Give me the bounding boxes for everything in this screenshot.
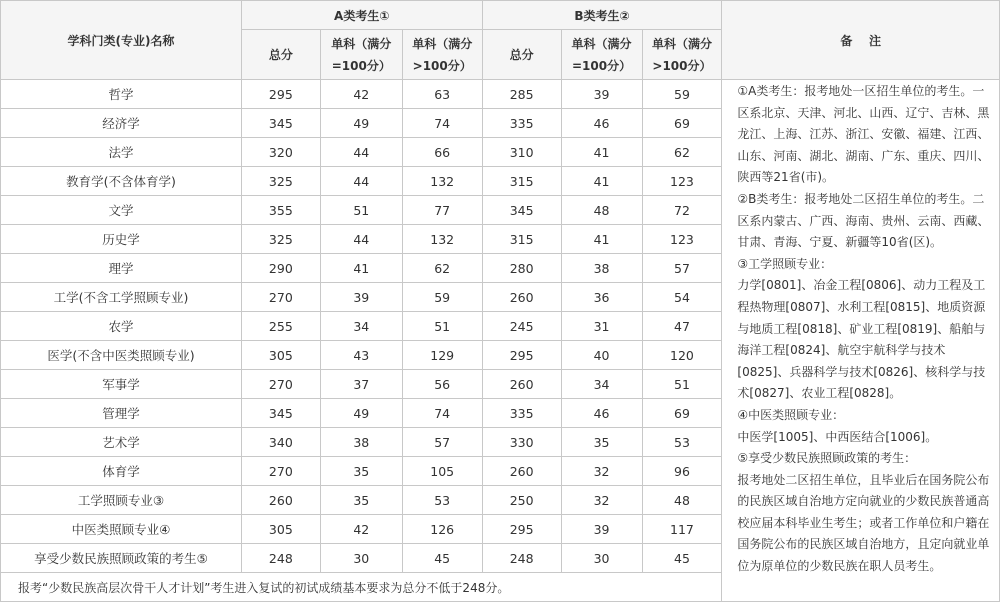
score-cell-b-sgt100: 45 xyxy=(642,544,722,573)
score-cell-b-s100: 39 xyxy=(561,80,642,109)
score-cell-b-sgt100: 48 xyxy=(642,486,722,515)
score-cell-a-total: 305 xyxy=(241,515,320,544)
score-cell-b-s100: 46 xyxy=(561,399,642,428)
score-cell-b-sgt100: 123 xyxy=(642,167,722,196)
note-paragraph: 中医学[1005]、中西医结合[1006]。 xyxy=(737,429,938,444)
table-row xyxy=(1,80,1000,109)
score-cell-a-sgt100: 56 xyxy=(402,370,482,399)
score-cell-a-sgt100: 105 xyxy=(402,457,482,486)
notes-column-header: 备 注 xyxy=(722,1,1000,80)
score-cell-a-sgt100: 63 xyxy=(402,80,482,109)
a-total-header: 总分 xyxy=(241,30,320,80)
a-single-gt100-header: 单科（满分 >100分） xyxy=(402,30,482,80)
score-cell-b-total: 260 xyxy=(482,370,561,399)
score-cell-a-s100: 30 xyxy=(320,544,402,573)
score-cell-b-s100: 38 xyxy=(561,254,642,283)
score-cell-a-total: 290 xyxy=(241,254,320,283)
score-cell-a-sgt100: 45 xyxy=(402,544,482,573)
score-cell-a-s100: 41 xyxy=(320,254,402,283)
score-cell-a-s100: 42 xyxy=(320,515,402,544)
score-cell-a-s100: 37 xyxy=(320,370,402,399)
score-cell-a-sgt100: 66 xyxy=(402,138,482,167)
subject-name-cell: 中医类照顾专业④ xyxy=(1,515,242,544)
score-cell-a-total: 260 xyxy=(241,486,320,515)
score-cell-a-sgt100: 129 xyxy=(402,341,482,370)
score-cell-b-total: 315 xyxy=(482,225,561,254)
score-cell-b-s100: 41 xyxy=(561,167,642,196)
score-cell-a-sgt100: 57 xyxy=(402,428,482,457)
b-total-header: 总分 xyxy=(482,30,561,80)
score-cell-b-total: 335 xyxy=(482,109,561,138)
note-paragraph: 报考地处二区招生单位，且毕业后在国务院公布的民族区域自治地方定向就业的少数民族普通高校应届本科毕业生考生；或者工作单位和户籍在国务院公布的民族区域自治地方，且定向就业单位为原单位的少数民族在职人员考生。 xyxy=(737,472,990,574)
score-cell-a-sgt100: 62 xyxy=(402,254,482,283)
score-cell-b-total: 345 xyxy=(482,196,561,225)
score-cell-b-total: 295 xyxy=(482,341,561,370)
score-cell-a-s100: 34 xyxy=(320,312,402,341)
score-cell-b-sgt100: 59 xyxy=(642,80,722,109)
score-cell-b-total: 260 xyxy=(482,283,561,312)
score-cell-a-sgt100: 132 xyxy=(402,167,482,196)
group-b-header: B类考生② xyxy=(482,1,722,30)
group-a-header: A类考生① xyxy=(241,1,482,30)
subject-name-cell: 教育学(不含体育学) xyxy=(1,167,242,196)
subject-name-cell: 体育学 xyxy=(1,457,242,486)
score-cell-b-sgt100: 117 xyxy=(642,515,722,544)
score-cell-b-sgt100: 72 xyxy=(642,196,722,225)
subject-name-cell: 军事学 xyxy=(1,370,242,399)
b-single-100-header: 单科（满分 =100分） xyxy=(561,30,642,80)
score-cell-b-s100: 35 xyxy=(561,428,642,457)
score-cell-a-total: 270 xyxy=(241,283,320,312)
score-cell-b-total: 250 xyxy=(482,486,561,515)
score-cell-a-total: 355 xyxy=(241,196,320,225)
score-cell-b-total: 315 xyxy=(482,167,561,196)
score-cell-a-sgt100: 53 xyxy=(402,486,482,515)
subject-name-cell: 理学 xyxy=(1,254,242,283)
score-cell-a-total: 325 xyxy=(241,167,320,196)
score-cell-b-s100: 41 xyxy=(561,138,642,167)
score-cell-a-sgt100: 59 xyxy=(402,283,482,312)
score-cell-a-sgt100: 132 xyxy=(402,225,482,254)
score-cell-a-s100: 44 xyxy=(320,138,402,167)
score-cell-a-sgt100: 51 xyxy=(402,312,482,341)
score-cell-a-sgt100: 77 xyxy=(402,196,482,225)
score-cell-b-total: 260 xyxy=(482,457,561,486)
score-cell-b-sgt100: 69 xyxy=(642,109,722,138)
score-cell-b-total: 245 xyxy=(482,312,561,341)
score-cell-b-s100: 39 xyxy=(561,515,642,544)
score-cell-b-s100: 41 xyxy=(561,225,642,254)
score-cell-a-s100: 35 xyxy=(320,457,402,486)
score-cell-b-total: 335 xyxy=(482,399,561,428)
score-cell-b-sgt100: 54 xyxy=(642,283,722,312)
score-cell-a-s100: 42 xyxy=(320,80,402,109)
note-paragraph: ④中医类照顾专业： xyxy=(737,407,845,422)
score-cell-a-total: 270 xyxy=(241,457,320,486)
note-paragraph: ①A类考生：报考地处一区招生单位的考生。一区系北京、天津、河北、山西、辽宁、吉林、黑龙江、上海、江苏、浙江、安徽、福建、江西、山东、河南、湖北、湖南、广东、重庆、四川、陕西等21省(市)。 xyxy=(737,84,990,185)
note-paragraph: ⑤享受少数民族照顾政策的考生： xyxy=(737,451,917,466)
score-cell-a-s100: 44 xyxy=(320,167,402,196)
subject-name-cell: 农学 xyxy=(1,312,242,341)
score-cell-b-sgt100: 57 xyxy=(642,254,722,283)
score-cell-b-s100: 32 xyxy=(561,486,642,515)
score-cell-a-total: 295 xyxy=(241,80,320,109)
note-paragraph: ②B类考生：报考地处二区招生单位的考生。二区系内蒙古、广西、海南、贵州、云南、西藏、甘肃、青海、宁夏、新疆等10省(区)。 xyxy=(737,191,990,250)
b-single-gt100-header: 单科（满分 >100分） xyxy=(642,30,722,80)
score-cell-b-sgt100: 123 xyxy=(642,225,722,254)
subject-name-cell: 管理学 xyxy=(1,399,242,428)
score-cell-b-s100: 30 xyxy=(561,544,642,573)
score-cell-b-total: 295 xyxy=(482,515,561,544)
score-cell-a-s100: 49 xyxy=(320,109,402,138)
score-cell-b-sgt100: 53 xyxy=(642,428,722,457)
score-cell-a-total: 340 xyxy=(241,428,320,457)
score-cell-a-total: 270 xyxy=(241,370,320,399)
score-cell-b-sgt100: 120 xyxy=(642,341,722,370)
score-cell-b-s100: 40 xyxy=(561,341,642,370)
score-cell-a-s100: 35 xyxy=(320,486,402,515)
score-cell-a-sgt100: 74 xyxy=(402,109,482,138)
score-cell-b-s100: 34 xyxy=(561,370,642,399)
score-cell-a-s100: 39 xyxy=(320,283,402,312)
score-cell-b-s100: 36 xyxy=(561,283,642,312)
score-cell-b-sgt100: 96 xyxy=(642,457,722,486)
subject-name-cell: 法学 xyxy=(1,138,242,167)
score-cell-b-sgt100: 69 xyxy=(642,399,722,428)
score-cell-b-total: 280 xyxy=(482,254,561,283)
score-cell-a-s100: 51 xyxy=(320,196,402,225)
subject-name-cell: 历史学 xyxy=(1,225,242,254)
footer-note: 报考“少数民族高层次骨干人才计划”考生进入复试的初试成绩基本要求为总分不低于248分。 xyxy=(1,573,722,602)
score-cell-b-total: 310 xyxy=(482,138,561,167)
subject-column-header: 学科门类(专业)名称 xyxy=(1,1,242,80)
subject-name-cell: 艺术学 xyxy=(1,428,242,457)
score-cell-a-sgt100: 74 xyxy=(402,399,482,428)
subject-name-cell: 哲学 xyxy=(1,80,242,109)
score-cell-b-s100: 31 xyxy=(561,312,642,341)
score-cell-a-s100: 38 xyxy=(320,428,402,457)
score-cell-a-s100: 43 xyxy=(320,341,402,370)
score-cell-a-total: 320 xyxy=(241,138,320,167)
subject-name-cell: 工学(不含工学照顾专业) xyxy=(1,283,242,312)
score-cell-a-s100: 49 xyxy=(320,399,402,428)
score-cell-b-total: 330 xyxy=(482,428,561,457)
subject-name-cell: 经济学 xyxy=(1,109,242,138)
score-cell-b-total: 248 xyxy=(482,544,561,573)
score-cell-a-total: 345 xyxy=(241,109,320,138)
score-cell-a-total: 305 xyxy=(241,341,320,370)
subject-name-cell: 工学照顾专业③ xyxy=(1,486,242,515)
score-cell-b-s100: 32 xyxy=(561,457,642,486)
subject-name-cell: 文学 xyxy=(1,196,242,225)
score-cell-b-sgt100: 62 xyxy=(642,138,722,167)
score-cell-a-total: 255 xyxy=(241,312,320,341)
score-cell-a-sgt100: 126 xyxy=(402,515,482,544)
a-single-100-header: 单科（满分 =100分） xyxy=(320,30,402,80)
notes-cell xyxy=(722,80,1000,602)
score-cell-a-total: 345 xyxy=(241,399,320,428)
score-cell-b-sgt100: 51 xyxy=(642,370,722,399)
note-paragraph: ③工学照顾专业： xyxy=(737,256,833,271)
score-cell-b-s100: 48 xyxy=(561,196,642,225)
score-cell-a-s100: 44 xyxy=(320,225,402,254)
subject-name-cell: 医学(不含中医类照顾专业) xyxy=(1,341,242,370)
score-cell-a-total: 248 xyxy=(241,544,320,573)
score-cell-a-total: 325 xyxy=(241,225,320,254)
subject-name-cell: 享受少数民族照顾政策的考生⑤ xyxy=(1,544,242,573)
score-cell-b-s100: 46 xyxy=(561,109,642,138)
note-paragraph: 力学[0801]、冶金工程[0806]、动力工程及工程热物理[0807]、水利工程[0815]、地质资源与地质工程[0818]、矿业工程[0819]、船舶与海洋工程[0824]、航空宇航科学与技术[0825]、兵器科学与技术[0826]、核科学与技术[0827]、农业工程[0828]。 xyxy=(737,278,986,401)
score-cell-b-total: 285 xyxy=(482,80,561,109)
score-cell-b-sgt100: 47 xyxy=(642,312,722,341)
